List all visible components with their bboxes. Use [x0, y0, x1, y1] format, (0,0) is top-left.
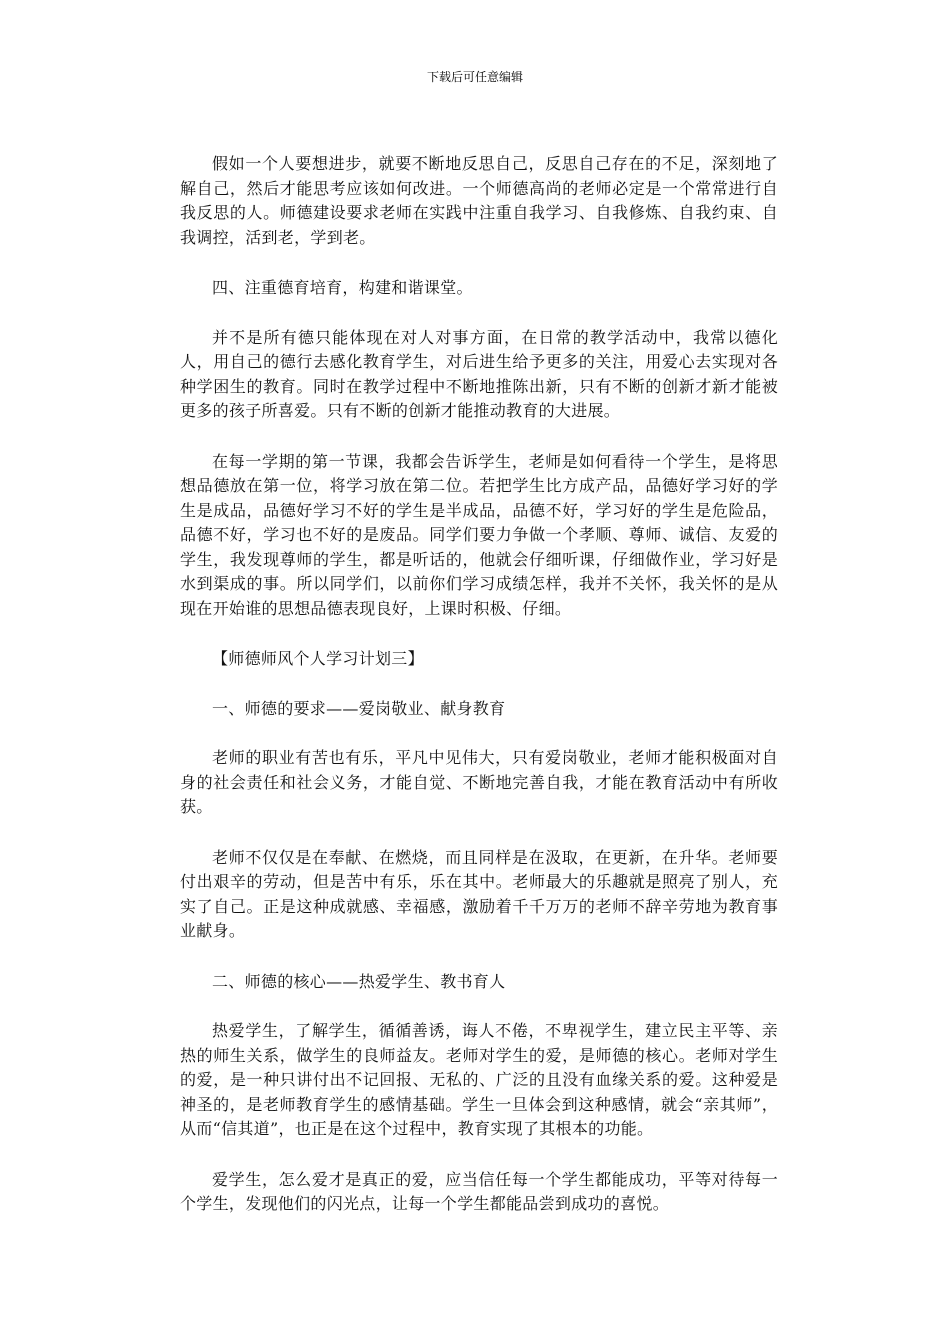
- paragraph-love-students: 热爱学生，了解学生，循循善诱，诲人不倦，不卑视学生，建立民主平等、亲热的师生关系，做学生的良师益友。老师对学生的爱，是师德的核心。老师对学生的爱，是一种只讲付出不记回报、无私的、广泛的且没有血缘关系的爱。这种爱是神圣的，是老师教育学生的感情基础。学生一旦体会到这种感情，就会“亲其师”，从而“信其道”，也正是在这个过程中，教育实现了其根本的功能。: [180, 1021, 778, 1138]
- paragraph-self-reflection: 假如一个人要想进步，就要不断地反思自己，反思自己存在的不足，深刻地了解自己，然后才能思考应该如何改进。一个师德高尚的老师必定是一个常常进行自我反思的人。师德建设要求老师在实践中注重自我学习、自我修炼、自我约束、自我调控，活到老，学到老。: [180, 154, 778, 247]
- paragraph-moral-teaching: 并不是所有德只能体现在对人对事方面，在日常的教学活动中，我常以德化人，用自己的德行去感化教育学生，对后进生给予更多的关注，用爱心去实现对各种学困生的教育。同时在教学过程中不断地推陈出新，只有不断的创新才新才能被更多的孩子所喜爱。只有不断的创新才能推动教育的大进展。: [180, 327, 778, 420]
- section-heading-core: 二、师德的核心——热爱学生、教书育人: [212, 971, 506, 991]
- paragraph-profession: 老师的职业有苦也有乐，平凡中见伟大，只有爱岗敬业，老师才能积极面对自身的社会责任和社会义务，才能自觉、不断地完善自我，才能在教育活动中有所收获。: [180, 748, 778, 816]
- section-heading-requirements: 一、师德的要求——爱岗敬业、献身教育: [212, 698, 506, 718]
- page-header: 下载后可任意编辑: [426, 70, 523, 84]
- section-heading-moral-education: 四、注重德育培育，构建和谐课堂。: [212, 278, 473, 297]
- plan-title: 【师德师风个人学习计划三】: [212, 649, 424, 668]
- paragraph-dedication: 老师不仅仅是在奉献、在燃烧，而且同样是在汲取，在更新，在升华。老师要付出艰辛的劳动，但是苦中有乐，乐在其中。老师最大的乐趣就是照亮了别人，充实了自己。正是这种成就感、幸福感，激励着千千万万的老师不辞辛劳地为教育事业献身。: [180, 847, 778, 940]
- document-body: [180, 152, 778, 1243]
- paragraph-true-love: 爱学生，怎么爱才是真正的爱，应当信任每一个学生都能成功，平等对待每一个学生，发现他们的闪光点，让每一个学生都能品尝到成功的喜悦。: [180, 1169, 778, 1213]
- paragraph-first-lesson: 在每一学期的第一节课，我都会告诉学生，老师是如何看待一个学生，是将思想品德放在第一位，将学习放在第二位。若把学生比方成产品，品德好学习好的学生是成品，品德好学习不好的学生是半成品，品德不好，学习好的学生是危险品，品德不好，学习也不好的是废品。同学们要力争做一个孝顺、尊师、诚信、友爱的学生，我发现尊师的学生，都是听话的，他就会仔细听课，仔细做作业，学习好是水到渠成的事。所以同学们，以前你们学习成绩怎样，我并不关怀，我关怀的是从现在开始谁的思想品德表现良好，上课时积极、仔细。: [180, 451, 778, 618]
